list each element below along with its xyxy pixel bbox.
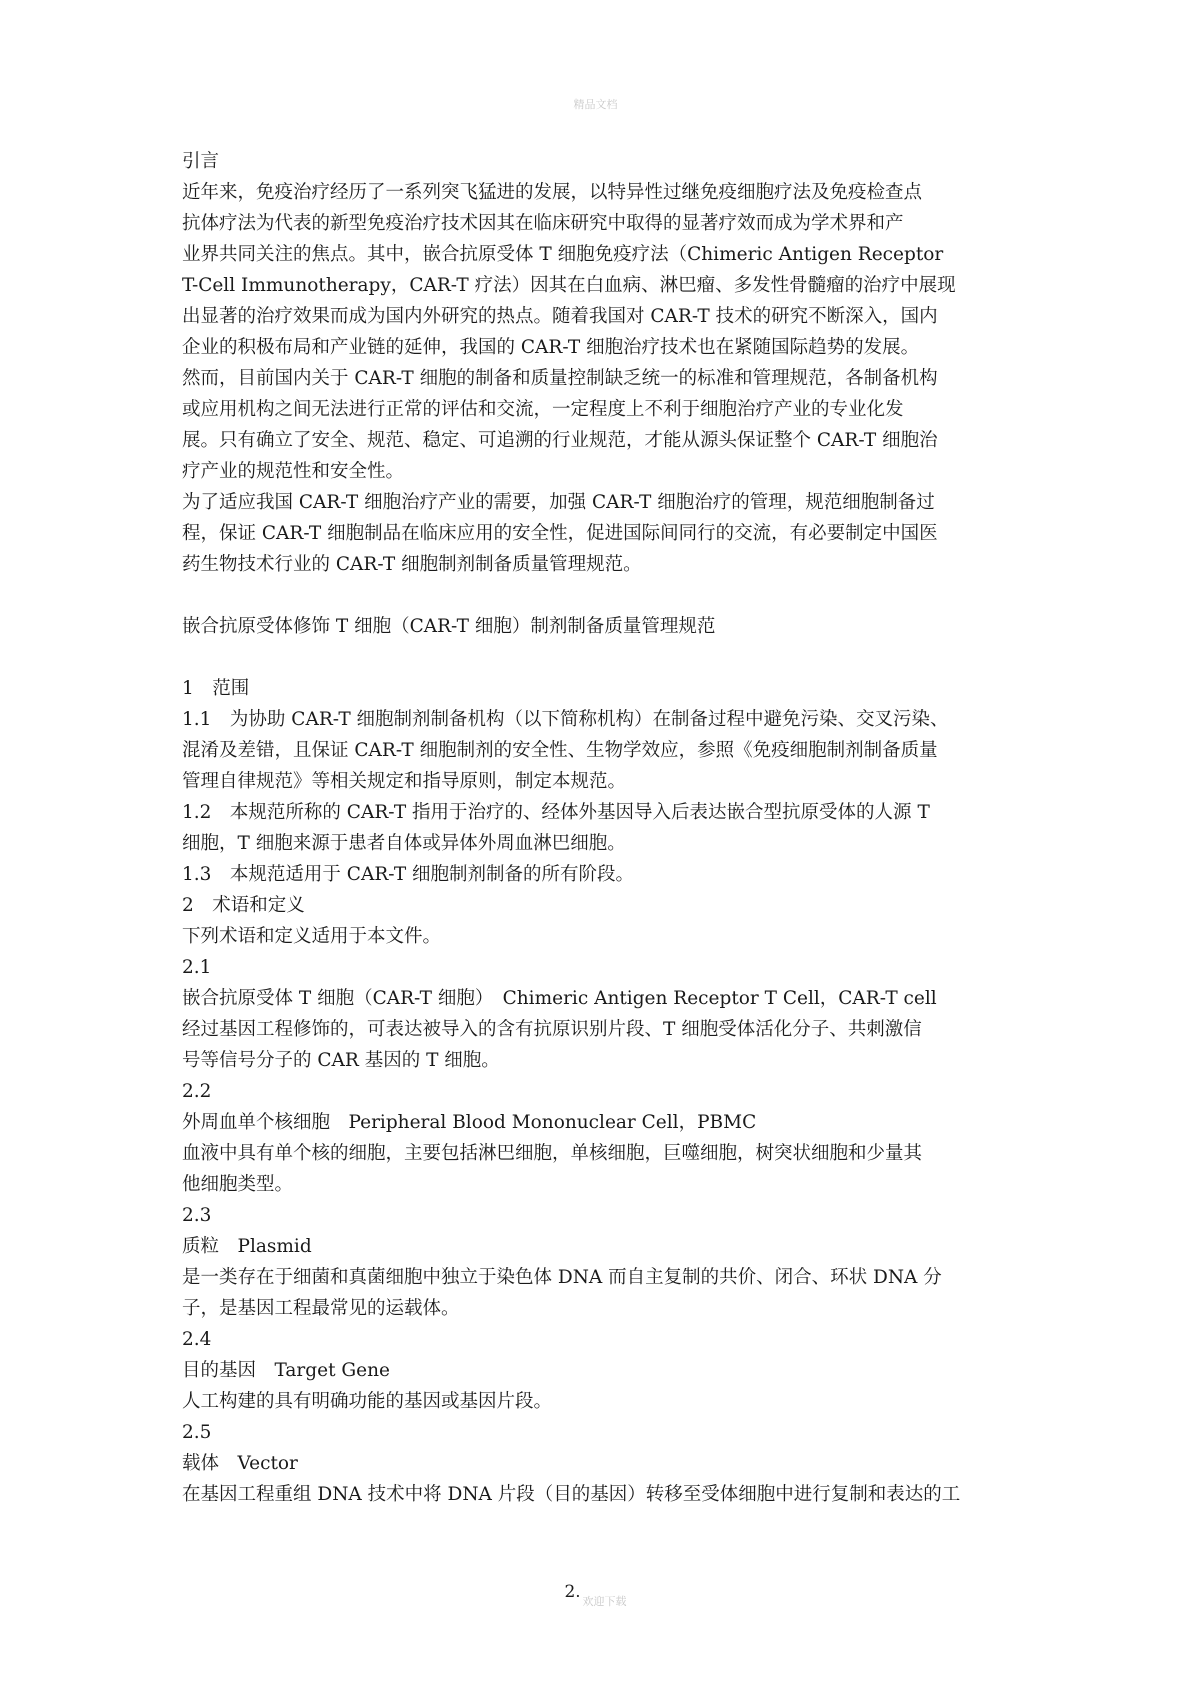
text-line: 在基因工程重组 DNA 技术中将 DNA 片段（目的基因）转移至受体细胞中进行复制和表达的工	[182, 1484, 961, 1505]
page-number-suffix: .	[575, 1582, 581, 1601]
text-line: 疗产业的规范性和安全性。	[182, 461, 405, 482]
text-line: 1 范围	[182, 678, 250, 699]
text-line: 号等信号分子的 CAR 基因的 T 细胞。	[182, 1050, 500, 1071]
text-line: 程，保证 CAR-T 细胞制品在临床应用的安全性，促进国际间同行的交流，有必要制定中国医	[182, 523, 938, 544]
text-line: 目的基因 Target Gene	[182, 1360, 390, 1381]
text-line: 1.3 本规范适用于 CAR-T 细胞制剂制备的所有阶段。	[182, 864, 635, 885]
text-line: 他细胞类型。	[182, 1174, 294, 1195]
text-line: 或应用机构之间无法进行正常的评估和交流，一定程度上不利于细胞治疗产业的专业化发	[182, 399, 904, 420]
text-line: 是一类存在于细菌和真菌细胞中独立于染色体 DNA 而自主复制的共价、闭合、环状 DNA 分	[182, 1267, 942, 1288]
blank-line	[182, 580, 1022, 611]
text-line: 人工构建的具有明确功能的基因或基因片段。	[182, 1391, 553, 1412]
text-line: 企业的积极布局和产业链的延伸，我国的 CAR-T 细胞治疗技术也在紧随国际趋势的发展。	[182, 337, 920, 358]
text-line: 药生物技术行业的 CAR-T 细胞制剂制备质量管理规范。	[182, 554, 642, 575]
text-line: T-Cell Immunotherapy，CAR-T 疗法）因其在白血病、淋巴瘤、多发性骨髓瘤的治疗中展现	[182, 275, 956, 296]
watermark-top: 精品文档	[573, 98, 618, 111]
blank-line	[182, 642, 1022, 673]
watermark-bottom: 欢迎下载	[582, 1595, 627, 1608]
text-line: 经过基因工程修饰的，可表达被导入的含有抗原识别片段、T 细胞受体活化分子、共刺激信	[182, 1019, 922, 1040]
text-line: 外周血单个核细胞 Peripheral Blood Mononuclear Cell，PBMC	[182, 1112, 757, 1133]
page-footer	[0, 1582, 1191, 1612]
text-line: 嵌合抗原受体 T 细胞（CAR-T 细胞） Chimeric Antigen Receptor T Cell，CAR-T cell	[182, 988, 937, 1009]
text-line: 2 术语和定义	[182, 895, 305, 916]
text-line: 下列术语和定义适用于本文件。	[182, 926, 442, 947]
text-line: 管理自律规范》等相关规定和指导原则，制定本规范。	[182, 771, 627, 792]
text-line: 近年来，免疫治疗经历了一系列突飞猛进的发展，以特异性过继免疫细胞疗法及免疫检查点	[182, 182, 923, 203]
page-number: 2	[564, 1582, 576, 1602]
text-line: 引言	[182, 151, 220, 172]
text-line: 质粒 Plasmid	[182, 1236, 312, 1257]
text-line: 2.1	[182, 957, 212, 978]
text-line: 为了适应我国 CAR-T 细胞治疗产业的需要，加强 CAR-T 细胞治疗的管理，规范细胞制备过	[182, 492, 935, 513]
text-line: 2.3	[182, 1205, 212, 1226]
text-line: 然而，目前国内关于 CAR-T 细胞的制备和质量控制缺乏统一的标准和管理规范，各制备机构	[182, 368, 938, 389]
text-line: 2.2	[182, 1081, 212, 1102]
text-line: 1.2 本规范所称的 CAR-T 指用于治疗的、经体外基因导入后表达嵌合型抗原受体的人源 T	[182, 802, 930, 823]
text-line: 血液中具有单个核的细胞，主要包括淋巴细胞，单核细胞，巨噬细胞，树突状细胞和少量其	[182, 1143, 923, 1164]
text-line: 1.1 为协助 CAR-T 细胞制剂制备机构（以下简称机构）在制备过程中避免污染、交叉污染、	[182, 709, 949, 730]
text-line: 展。只有确立了安全、规范、稳定、可追溯的行业规范，才能从源头保证整个 CAR-T 细胞治	[182, 430, 938, 451]
text-line: 细胞，T 细胞来源于患者自体或异体外周血淋巴细胞。	[182, 833, 626, 854]
text-line: 混淆及差错，且保证 CAR-T 细胞制剂的安全性、生物学效应，参照《免疫细胞制剂制备质量	[182, 740, 938, 761]
document-body	[182, 146, 1022, 1510]
text-line: 业界共同关注的焦点。其中，嵌合抗原受体 T 细胞免疫疗法（Chimeric Antigen Receptor	[182, 244, 944, 265]
text-line: 2.4	[182, 1329, 212, 1350]
text-line: 嵌合抗原受体修饰 T 细胞（CAR-T 细胞）制剂制备质量管理规范	[182, 616, 716, 637]
text-line: 载体 Vector	[182, 1453, 298, 1474]
text-line: 2.5	[182, 1422, 212, 1443]
text-line: 子，是基因工程最常见的运载体。	[182, 1298, 460, 1319]
text-line: 抗体疗法为代表的新型免疫治疗技术因其在临床研究中取得的显著疗效而成为学术界和产	[182, 213, 904, 234]
text-line: 出显著的治疗效果而成为国内外研究的热点。随着我国对 CAR-T 技术的研究不断深入，国内	[182, 306, 938, 327]
